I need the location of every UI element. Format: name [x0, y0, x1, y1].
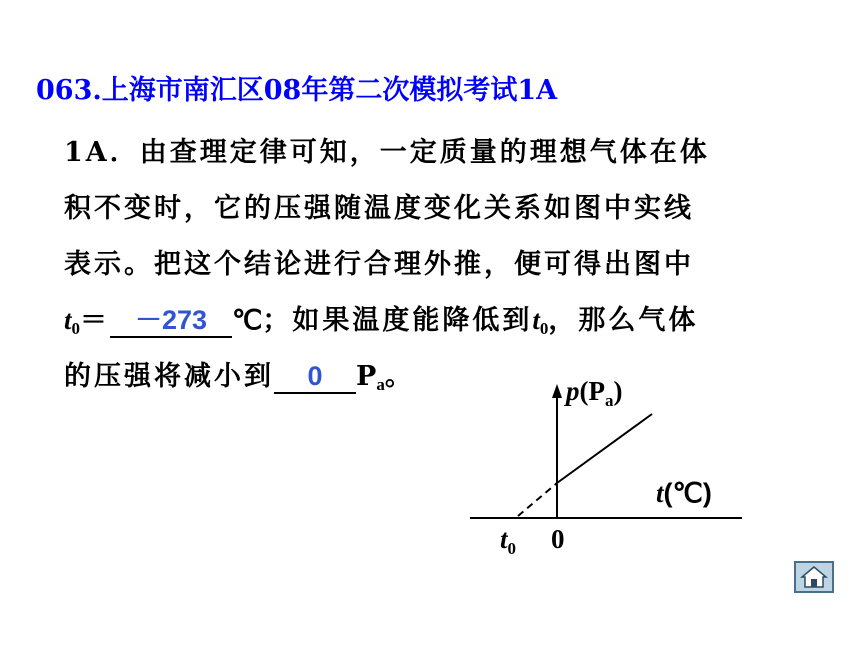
- pressure-temperature-graph: [460, 370, 750, 560]
- answer-1: －273: [134, 305, 208, 335]
- t0-subscript: 0: [71, 319, 81, 338]
- answer-blank-1: [110, 305, 232, 338]
- page-title: 063.上海市南汇区08年第二次模拟考试1A: [36, 75, 558, 106]
- y-axis-arrow: [552, 384, 562, 398]
- pascal-unit: P: [356, 361, 377, 392]
- question-line-4: [64, 298, 698, 339]
- pressure-line: [557, 414, 652, 483]
- answer-blank-2: [274, 361, 356, 394]
- y-axis-unit-sub: a: [604, 391, 614, 410]
- x-axis-label: [656, 478, 712, 508]
- x-axis-unit: (℃): [663, 478, 712, 508]
- y-axis-unit-main: (P: [579, 376, 605, 406]
- question-line-5-start: 的压强将减小到: [64, 361, 274, 392]
- question-line-2: 积不变时，它的压强随温度变化关系如图中实线: [64, 193, 694, 224]
- y-axis-var: p: [566, 376, 580, 406]
- equals-sign: ＝: [80, 305, 111, 336]
- question-line-3: 表示。把这个结论进行合理外推，便可得出图中: [64, 249, 694, 280]
- t0-subscript-2: 0: [539, 319, 549, 338]
- celsius-unit: ℃: [232, 305, 263, 335]
- question-line-4-end: ，那么气体: [548, 305, 699, 336]
- question-line-1: 1A．由查理定律可知，一定质量的理想气体在体: [64, 137, 710, 168]
- t0-variable: t: [64, 305, 72, 335]
- question-line-5: [64, 354, 415, 395]
- extrapolated-line: [518, 483, 557, 516]
- t0-label-sub: 0: [507, 539, 517, 558]
- y-axis-unit-close: ): [613, 376, 623, 406]
- origin-label: 0: [551, 524, 565, 554]
- t0-label: [500, 524, 516, 558]
- home-icon: [800, 565, 828, 589]
- x-axis-var: t: [656, 478, 664, 508]
- question-line-5-end: 。: [384, 361, 415, 392]
- answer-2: 0: [307, 361, 323, 391]
- pascal-subscript: a: [376, 375, 385, 394]
- question-line-4-mid: ；如果温度能降低到: [262, 305, 533, 336]
- home-button[interactable]: [794, 561, 834, 593]
- t0-label-var: t: [500, 524, 508, 554]
- y-axis-label: [564, 376, 622, 410]
- t0-variable-2: t: [532, 305, 540, 335]
